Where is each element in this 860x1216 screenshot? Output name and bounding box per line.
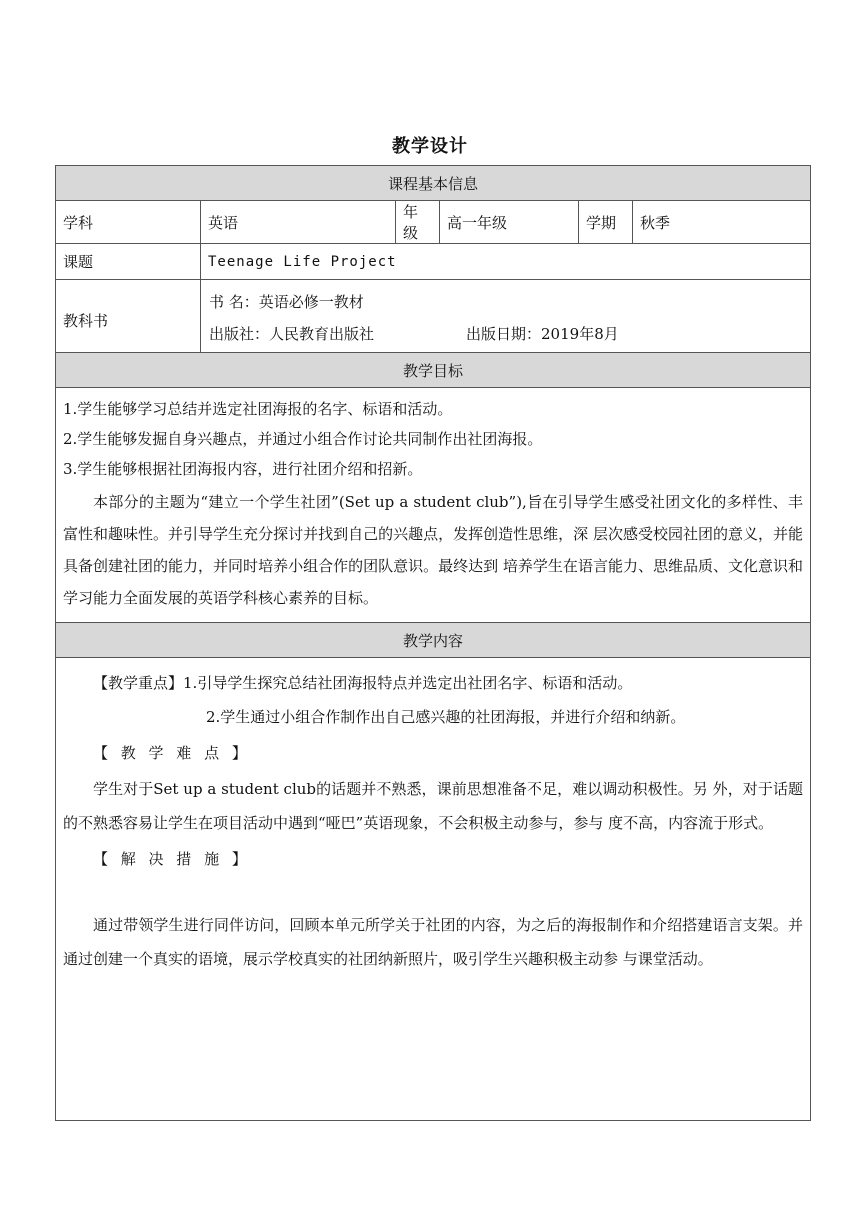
section-heading-content: 教学内容 [56,623,811,658]
goal-item: 2.学生能够发掘自身兴趣点，并通过小组合作讨论共同制作出社团海报。 [63,430,543,448]
difficulty-text: 学生对于Set up a student club的话题并不熟悉，课前思想准备不足，难以调动积极性。另 外，对于话题的不熟悉容易让学生在项目活动中遇到“哑巴”英语现象，不会积极主动参与，参与 度不高，内容流于形式。 [63,780,804,832]
key-points-label: 【教学重点】 [93,674,184,692]
topic-label: 课题 [56,244,201,280]
solution-label: 【 解 决 措 施 】 [93,850,251,868]
goals-cell [56,388,811,623]
subject-value: 英语 [201,201,396,244]
textbook-publisher: 出版社：人民教育出版社 [209,325,375,343]
textbook-pub-date: 出版日期：2019年8月 [466,325,619,343]
document-title: 教学设计 [392,136,468,157]
lesson-plan-table [55,165,811,1121]
textbook-name: 书 名：英语必修一教材 [209,293,364,311]
section-heading-goals: 教学目标 [56,353,811,388]
textbook-label: 教科书 [56,280,201,353]
subject-label: 学科 [56,201,201,244]
content-cell [56,658,811,1121]
grade-label: 年级 [396,201,440,244]
goal-item: 1.学生能够学习总结并选定社团海报的名字、标语和活动。 [63,400,453,418]
term-label: 学期 [579,201,633,244]
goals-paragraph: 本部分的主题为“建立一个学生社团”(Set up a student club”),旨在引导学生感受社团文化的多样性、丰富性和趣味性。并引导学生充分探讨并找到自己的兴趣点，发挥创造性思维，深 层次感受校园社团的意义，并能具备创建社团的能力，并同时培养小组合作的团队意识。最终达到 培养学生在语言能力、思维品质、文化意识和学习能力全面发展的英语学科核心素养的目标。 [63,493,804,607]
section-heading-basic-info: 课程基本信息 [56,166,811,201]
term-value: 秋季 [633,201,811,244]
goal-item: 3.学生能够根据社团海报内容，进行社团介绍和招新。 [63,460,423,478]
topic-value: Teenage Life Project [201,244,811,280]
difficulty-label: 【 教 学 难 点 】 [93,744,251,762]
key-point-1: 1.引导学生探究总结社团海报特点并选定出社团名字、标语和活动。 [183,674,633,692]
key-point-2: 2.学生通过小组合作制作出自己感兴趣的社团海报，并进行介绍和纳新。 [206,708,686,726]
solution-text: 通过带领学生进行同伴访问，回顾本单元所学关于社团的内容，为之后的海报制作和介绍搭建语言支架。并通过创建一个真实的语境，展示学校真实的社团纳新照片，吸引学生兴趣积极主动参 与课堂活动。 [63,916,804,968]
grade-value: 高一年级 [440,201,579,244]
